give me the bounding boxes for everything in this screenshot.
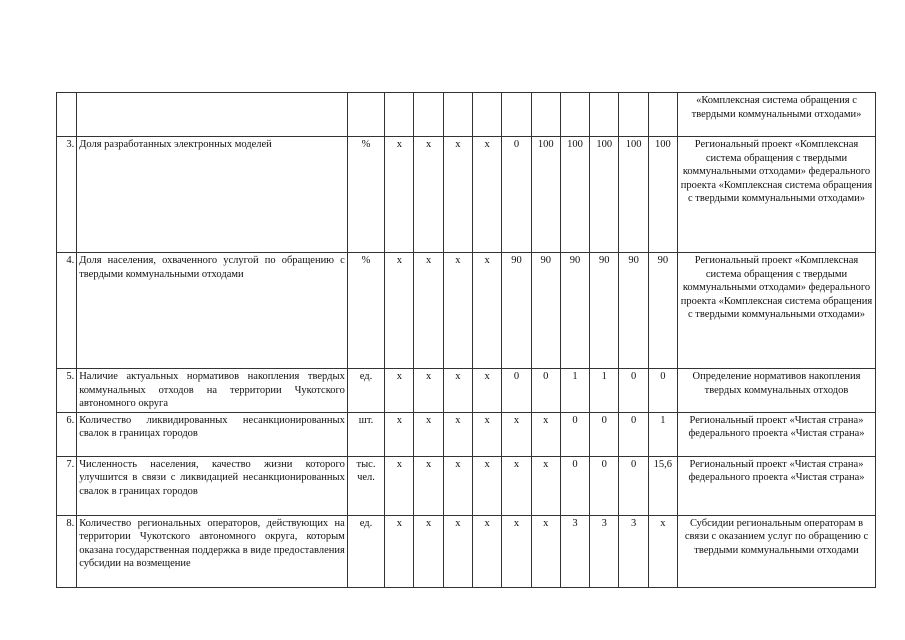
- funding-source: Субсидии региональным операторам в связи с оказанием услуг по обращению с твердыми коммунальными отходами: [678, 515, 876, 587]
- year-value: 0: [502, 369, 531, 413]
- year-value: 0: [648, 369, 677, 413]
- year-value: 3: [619, 515, 648, 587]
- year-value: x: [385, 137, 414, 253]
- year-value: x: [414, 253, 443, 369]
- year-value: x: [414, 369, 443, 413]
- row-number: 7.: [57, 456, 77, 515]
- table-row: [57, 456, 876, 515]
- year-value: x: [443, 456, 472, 515]
- year-value: x: [385, 456, 414, 515]
- indicator-name: Численность населения, качество жизни которого улучшится в связи с ликвидацией несанкционированных свалок в границах городов: [77, 456, 348, 515]
- year-value: x: [502, 412, 531, 456]
- indicator-name: Доля населения, охваченного услугой по обращению с твердыми коммунальными отходами: [77, 253, 348, 369]
- year-value: [648, 93, 677, 137]
- year-value: 90: [502, 253, 531, 369]
- unit-of-measure: шт.: [347, 412, 384, 456]
- indicator-name: [77, 93, 348, 137]
- year-value: 100: [590, 137, 619, 253]
- year-value: 90: [590, 253, 619, 369]
- year-value: 0: [619, 412, 648, 456]
- year-value: 90: [619, 253, 648, 369]
- year-value: x: [414, 412, 443, 456]
- funding-source: Определение нормативов накопления твердых коммунальных отходов: [678, 369, 876, 413]
- year-value: 0: [619, 456, 648, 515]
- row-number: 8.: [57, 515, 77, 587]
- indicator-name: Количество региональных операторов, действующих на территории Чукотского автономного округа, которым оказана государственная поддержка в виде предоставления субсидии на возмещение: [77, 515, 348, 587]
- year-value: [414, 93, 443, 137]
- year-value: x: [531, 456, 560, 515]
- year-value: 100: [619, 137, 648, 253]
- year-value: 100: [648, 137, 677, 253]
- year-value: x: [443, 253, 472, 369]
- indicator-name: Доля разработанных электронных моделей: [77, 137, 348, 253]
- year-value: 0: [502, 137, 531, 253]
- unit-of-measure: %: [347, 253, 384, 369]
- table-row: [57, 369, 876, 413]
- year-value: [560, 93, 589, 137]
- year-value: 3: [560, 515, 589, 587]
- year-value: 0: [590, 456, 619, 515]
- year-value: 90: [560, 253, 589, 369]
- year-value: x: [473, 412, 502, 456]
- year-value: 0: [560, 412, 589, 456]
- year-value: 15,6: [648, 456, 677, 515]
- year-value: [531, 93, 560, 137]
- year-value: 0: [619, 369, 648, 413]
- funding-source: Региональный проект «Чистая страна» федерального проекта «Чистая страна»: [678, 456, 876, 515]
- year-value: 1: [590, 369, 619, 413]
- year-value: 100: [531, 137, 560, 253]
- year-value: [443, 93, 472, 137]
- indicator-name: Количество ликвидированных несанкционированных свалок в границах городов: [77, 412, 348, 456]
- table-row: [57, 412, 876, 456]
- year-value: x: [385, 253, 414, 369]
- year-value: x: [502, 456, 531, 515]
- year-value: x: [502, 515, 531, 587]
- year-value: x: [531, 515, 560, 587]
- year-value: x: [443, 137, 472, 253]
- year-value: x: [414, 456, 443, 515]
- year-value: 3: [590, 515, 619, 587]
- year-value: x: [531, 412, 560, 456]
- row-number: 6.: [57, 412, 77, 456]
- year-value: x: [385, 515, 414, 587]
- unit-of-measure: ед.: [347, 369, 384, 413]
- year-value: 1: [648, 412, 677, 456]
- unit-of-measure: [347, 93, 384, 137]
- row-number: 4.: [57, 253, 77, 369]
- funding-source: Региональный проект «Комплексная система обращения с твердыми коммунальными отходами» федерального проекта «Комплексная система обращения с твердыми коммунальными отходами»: [678, 253, 876, 369]
- unit-of-measure: ед.: [347, 515, 384, 587]
- year-value: 0: [560, 456, 589, 515]
- year-value: 90: [648, 253, 677, 369]
- year-value: [473, 93, 502, 137]
- table-row: [57, 93, 876, 137]
- year-value: x: [473, 369, 502, 413]
- year-value: x: [385, 369, 414, 413]
- year-value: 0: [531, 369, 560, 413]
- year-value: x: [473, 515, 502, 587]
- year-value: x: [648, 515, 677, 587]
- year-value: x: [414, 515, 443, 587]
- unit-of-measure: тыс. чел.: [347, 456, 384, 515]
- row-number: 5.: [57, 369, 77, 413]
- year-value: x: [473, 456, 502, 515]
- year-value: x: [443, 369, 472, 413]
- year-value: x: [473, 253, 502, 369]
- funding-source: «Комплексная система обращения с твердыми коммунальными отходами»: [678, 93, 876, 137]
- year-value: x: [443, 515, 472, 587]
- year-value: x: [473, 137, 502, 253]
- indicator-name: Наличие актуальных нормативов накопления твердых коммунальных отходов на территории Чукотского автономного округа: [77, 369, 348, 413]
- funding-source: Региональный проект «Чистая страна» федерального проекта «Чистая страна»: [678, 412, 876, 456]
- year-value: [590, 93, 619, 137]
- row-number: 3.: [57, 137, 77, 253]
- year-value: 90: [531, 253, 560, 369]
- year-value: [385, 93, 414, 137]
- year-value: x: [414, 137, 443, 253]
- year-value: 1: [560, 369, 589, 413]
- unit-of-measure: %: [347, 137, 384, 253]
- table-row: [57, 137, 876, 253]
- year-value: x: [385, 412, 414, 456]
- table-row: [57, 253, 876, 369]
- year-value: [502, 93, 531, 137]
- year-value: [619, 93, 648, 137]
- table-row: [57, 515, 876, 587]
- year-value: 0: [590, 412, 619, 456]
- funding-source: Региональный проект «Комплексная система обращения с твердыми коммунальными отходами» федерального проекта «Комплексная система обращения с твердыми коммунальными отходами»: [678, 137, 876, 253]
- year-value: x: [443, 412, 472, 456]
- year-value: 100: [560, 137, 589, 253]
- indicators-table: [56, 92, 876, 588]
- row-number: [57, 93, 77, 137]
